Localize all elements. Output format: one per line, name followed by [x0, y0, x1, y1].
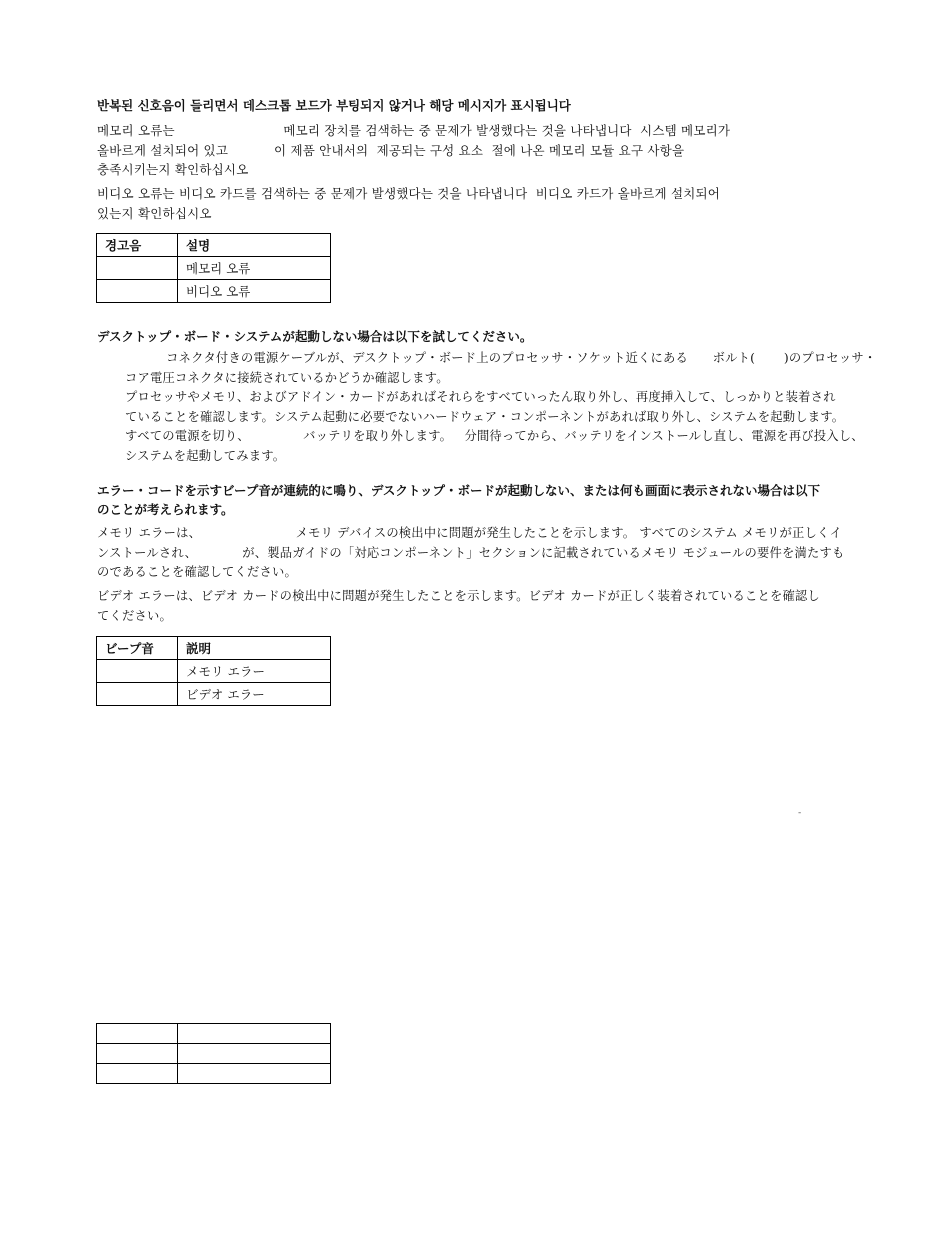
japanese-video-paragraph: [97, 587, 917, 626]
paragraph-line: てください。: [97, 608, 172, 623]
table-row: [97, 257, 331, 280]
japanese-memory-paragraph: [97, 524, 917, 583]
table-cell: [97, 1044, 178, 1064]
paragraph-line: 충족시키는지 확인하십시오: [97, 162, 249, 177]
table-cell: メモリ エラー: [178, 660, 331, 683]
japanese-beep-table: [96, 636, 331, 706]
table-row: [97, 683, 331, 706]
korean-memory-paragraph: [97, 121, 897, 180]
table-cell: [97, 257, 178, 280]
paragraph-line: 있는지 확인하십시오: [97, 205, 212, 221]
paragraph-line: すべての電源を切り、 バッテリを取り外します。 分間待ってから、バッテリをインストールし直し、電源を再び投入し、: [125, 429, 864, 443]
paragraph-line: 메모리 오류는 메모리 장치를 검색하는 중 문제가 발생했다는 것을 나타냅니다 시스템 메모리가: [97, 123, 731, 138]
table-header-cell: 설명: [178, 234, 331, 257]
korean-beep-table: [96, 233, 331, 303]
table-header-cell: 경고음: [97, 234, 178, 257]
paragraph-line: のであることを確認してください。: [97, 565, 297, 579]
paragraph-line: ていることを確認します。システム起動に必要でないハードウェア・コンポーネントがあれば取り外し、システムを起動します。: [125, 409, 845, 424]
table-row: [97, 660, 331, 683]
table-cell: [97, 660, 178, 683]
table-cell: [178, 1064, 331, 1084]
paragraph-line: 비디오 오류는 비디오 카드를 검색하는 중 문제가 발생했다는 것을 나타냅니다 비디오 카드가 올바르게 설치되어: [97, 186, 721, 201]
korean-video-paragraph: [97, 184, 897, 223]
table-cell: ビデオ エラー: [178, 683, 331, 706]
table-row: [97, 280, 331, 303]
table-row: [97, 1024, 331, 1044]
paragraph-line: コア電圧コネクタに接続されているかどうか確認します。: [125, 370, 449, 385]
korean-heading: 반복된 신호음이 들리면서 데스크톱 보드가 부팅되지 않거나 해당 메시지가 표시됩니다: [97, 98, 571, 113]
table-row: [97, 1044, 331, 1064]
table-cell: [178, 1024, 331, 1044]
heading-line: エラー・コードを示すビープ音が連続的に鳴り、デスクトップ・ボードが起動しない、または何も画面に表示されない場合は以下: [97, 483, 821, 498]
table-row: [97, 1064, 331, 1084]
japanese-steps-paragraph: [97, 349, 917, 466]
paragraph-line: コネクタ付きの電源ケーブルが、デスクトップ・ボード上のプロセッサ・ソケット近くにある ボルト( )のプロセッサ・: [125, 351, 877, 365]
table-cell: [178, 1044, 331, 1064]
heading-line: のことが考えられます。: [97, 502, 234, 517]
table-cell: [97, 1064, 178, 1084]
table-header-row: [97, 234, 331, 257]
table-header-cell: 説明: [178, 637, 331, 660]
empty-table: [96, 1023, 331, 1084]
paragraph-line: システムを起動してみます。: [125, 448, 286, 463]
japanese-heading-beep: [97, 481, 917, 519]
paragraph-line: ンストールされ、 が、製品ガイドの「対応コンポーネント」セクションに記載されているメモリ モジュールの要件を満たすも: [97, 545, 845, 560]
japanese-heading-boot: デスクトップ・ボード・システムが起動しない場合は以下を試してください。: [97, 329, 533, 344]
table-cell: 메모리 오류: [178, 257, 331, 280]
table-header-row: [97, 637, 331, 660]
paragraph-line: 올바르게 설치되어 있고 이 제품 안내서의 제공되는 구성 요소 절에 나온 메모리 모듈 요구 사항을: [97, 142, 685, 158]
paragraph-line: プロセッサやメモリ、およびアドイン・カードがあればそれらをすべていったん取り外し、再度挿入して、しっかりと装着され: [125, 390, 836, 404]
table-cell: [97, 280, 178, 303]
stray-dash-mark: -: [798, 808, 802, 818]
paragraph-line: メモリ エラーは、 メモリ デバイスの検出中に問題が発生したことを示します。 すべてのシステム メモリが正しくイ: [97, 526, 842, 540]
table-cell: [97, 1024, 178, 1044]
paragraph-line: ビデオ エラーは、ビデオ カードの検出中に問題が発生したことを示します。ビデオ カードが正しく装着されていることを確認し: [97, 589, 820, 603]
table-header-cell: ビープ音: [97, 637, 178, 660]
table-cell: [97, 683, 178, 706]
table-cell: 비디오 오류: [178, 280, 331, 303]
